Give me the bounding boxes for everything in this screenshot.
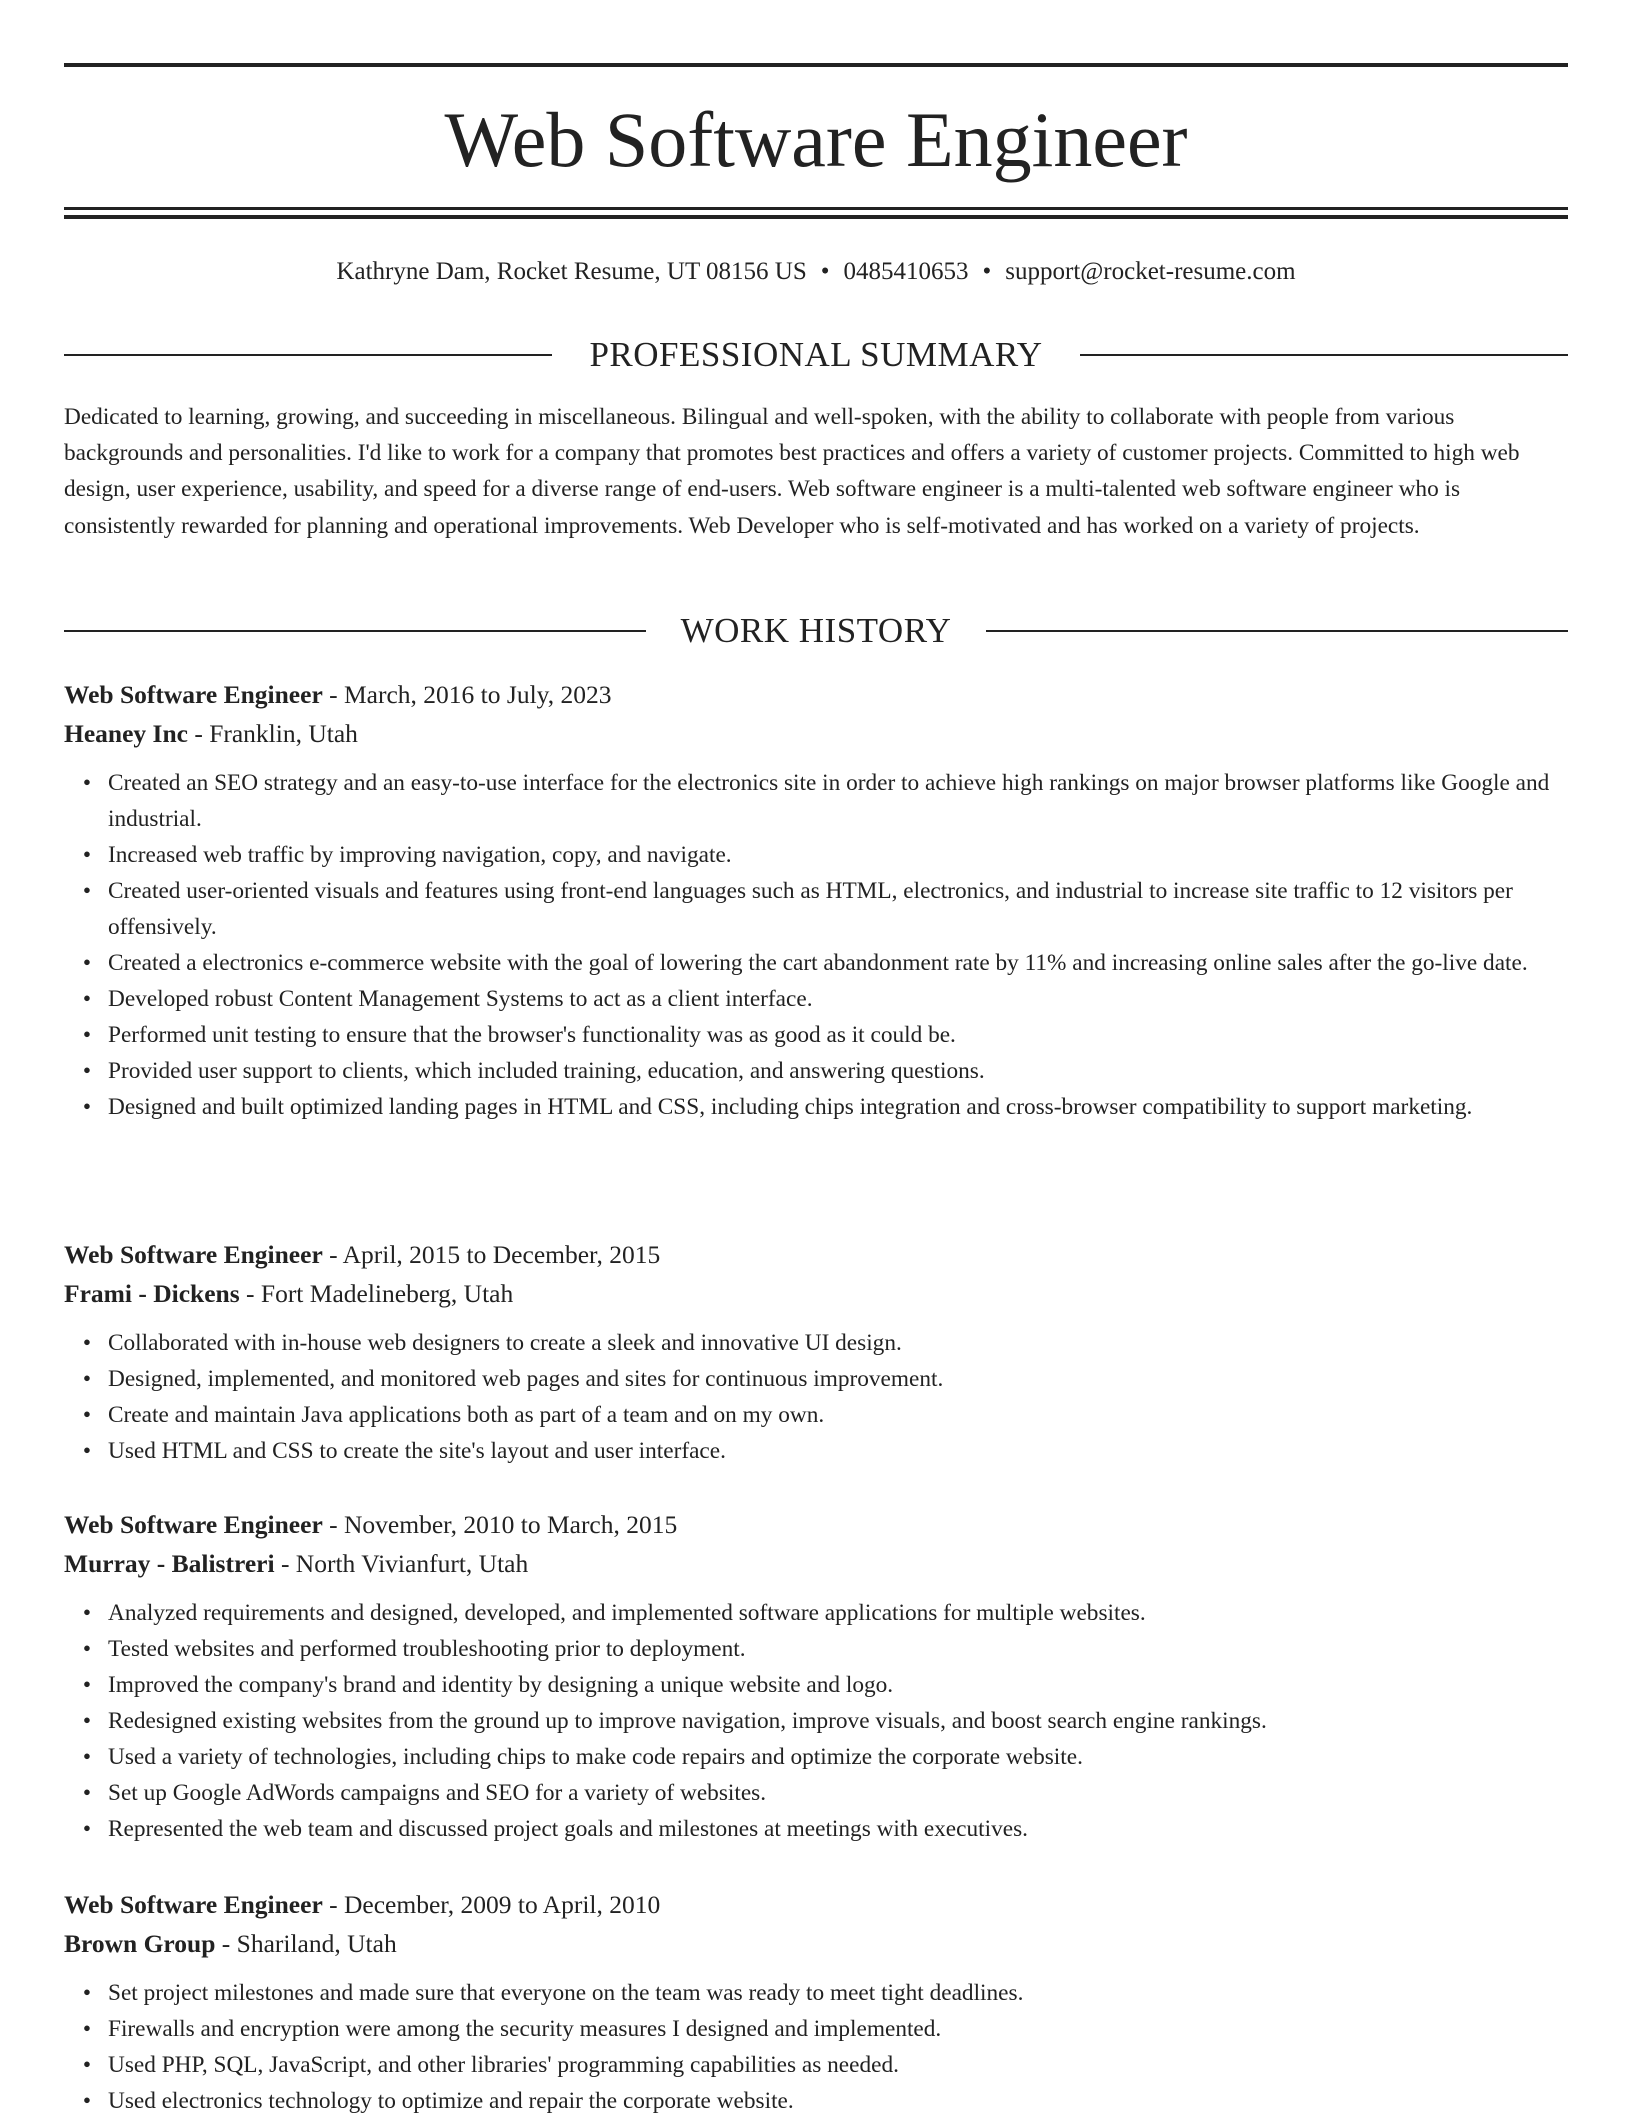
section-heading-summary (64, 332, 1568, 378)
job-bullet-text: Create and maintain Java applications both as part of a team and on my own. (108, 1402, 825, 1428)
job-bullet-text: Represented the web team and discussed project goals and milestones at meetings with executives. (108, 1816, 1028, 1842)
bullet-dot-icon: • (82, 986, 92, 1012)
job-bullet-text: Created a electronics e-commerce website with the goal of lowering the cart abandonment rate by 11% and increasing online sales after the go-live date. (108, 950, 1528, 976)
contact-email: support@rocket-resume.com (1005, 258, 1296, 285)
job-bullet (82, 1739, 1568, 1775)
job-bullet (82, 873, 1568, 945)
bullet-dot-icon: • (82, 1438, 92, 1464)
bullet-dot-icon: • (82, 1744, 92, 1770)
job-company-line (64, 1924, 1568, 1963)
job-title: Web Software Engineer (64, 680, 323, 709)
job-bullet-text: Used HTML and CSS to create the site's layout and user interface. (108, 1438, 726, 1464)
job-entry (64, 675, 1568, 1125)
job-bullet-text: Developed robust Content Management Systems to act as a client interface. (108, 986, 813, 1012)
job-bullet-text: Tested websites and performed troubleshooting prior to deployment. (108, 1636, 746, 1662)
bullet-dot-icon: • (82, 1600, 92, 1626)
bullet-dot-icon: • (82, 1330, 92, 1356)
job-bullet-text: Increased web traffic by improving navigation, copy, and navigate. (108, 842, 732, 868)
job-bullet-list (64, 765, 1568, 1125)
job-title-line (64, 1505, 1568, 1544)
job-bullet (82, 837, 1568, 873)
work-heading: WORK HISTORY (680, 611, 952, 650)
job-bullet-text: Designed and built optimized landing pages in HTML and CSS, including chips integration and cross-browser compatibility to support marketing. (108, 1094, 1473, 1120)
job-bullet (82, 981, 1568, 1017)
job-bullet-text: Used a variety of technologies, including chips to make code repairs and optimize the corporate website. (108, 1744, 1083, 1770)
title-rule-lower (64, 215, 1568, 219)
job-bullet-text: Redesigned existing websites from the ground up to improve navigation, improve visuals, and boost search engine rankings. (108, 1708, 1267, 1734)
job-bullet (82, 1667, 1568, 1703)
job-company-line (64, 714, 1568, 753)
bullet-dot-icon: • (82, 1094, 92, 1120)
bullet-dot-icon: • (82, 878, 92, 904)
bullet-dot-icon: • (82, 950, 92, 976)
bullet-dot-icon: • (82, 2016, 92, 2042)
contact-address: Kathryne Dam, Rocket Resume, UT 08156 US (336, 258, 807, 285)
contact-separator: • (820, 258, 830, 285)
bullet-dot-icon: • (82, 2088, 92, 2114)
contact-phone: 0485410653 (843, 258, 969, 285)
bullet-dot-icon: • (82, 1022, 92, 1048)
job-bullet-text: Set project milestones and made sure that everyone on the team was ready to meet tight deadlines. (108, 1980, 1024, 2006)
job-bullet (82, 1595, 1568, 1631)
bullet-dot-icon: • (82, 1780, 92, 1806)
job-entry (64, 1885, 1568, 2119)
job-dates: - November, 2010 to March, 2015 (322, 1510, 678, 1539)
bullet-dot-icon: • (82, 1980, 92, 2006)
job-bullet-text: Improved the company's brand and identity by designing a unique website and logo. (108, 1672, 894, 1698)
contact-line (64, 252, 1568, 292)
job-bullet (82, 1397, 1568, 1433)
title-rule-upper (64, 207, 1568, 210)
job-bullet (82, 2083, 1568, 2119)
bullet-dot-icon: • (82, 1816, 92, 1842)
job-bullet-text: Used electronics technology to optimize and repair the corporate website. (108, 2088, 794, 2114)
bullet-dot-icon: • (82, 1058, 92, 1084)
job-title: Web Software Engineer (64, 1240, 323, 1269)
job-title: Web Software Engineer (64, 1890, 323, 1919)
job-dates: - December, 2009 to April, 2010 (322, 1890, 661, 1919)
summary-text: Dedicated to learning, growing, and succeeding in miscellaneous. Bilingual and well-spoken, with the ability to collaborate with people from various backgrounds and personalities. I'd like to work for a company that promotes best practices and offers a variety of customer projects. Committed to high web design, user experience, usability, and speed for a diverse range of end-users. Web software engineer is a multi-talented web software engineer who is consistently rewarded for planning and operational improvements. Web Developer who is self-motivated and has worked on a variety of projects. (64, 404, 1520, 539)
job-bullet (82, 1361, 1568, 1397)
job-bullet (82, 1433, 1568, 1469)
summary-heading: PROFESSIONAL SUMMARY (589, 335, 1043, 374)
job-bullet-text: Designed, implemented, and monitored web pages and sites for continuous improvement. (108, 1366, 944, 1392)
job-bullet-text: Created user-oriented visuals and features using front-end languages such as HTML, electronics, and industrial to increase site traffic to 12 visitors per offensively. (108, 878, 1513, 940)
job-entry (64, 1235, 1568, 1469)
job-bullet (82, 1811, 1568, 1847)
job-bullet-text: Analyzed requirements and designed, developed, and implemented software applications for multiple websites. (108, 1600, 1146, 1626)
bullet-dot-icon: • (82, 1708, 92, 1734)
job-bullet-text: Set up Google AdWords campaigns and SEO for a variety of websites. (108, 1780, 767, 1806)
bullet-dot-icon: • (82, 1366, 92, 1392)
job-bullet (82, 945, 1568, 981)
job-bullet-text: Used PHP, SQL, JavaScript, and other libraries' programming capabilities as needed. (108, 2052, 899, 2078)
job-bullet (82, 1325, 1568, 1361)
professional-summary (64, 399, 1568, 544)
job-dates: - March, 2016 to July, 2023 (322, 680, 612, 709)
bullet-dot-icon: • (82, 1672, 92, 1698)
job-bullet (82, 1017, 1568, 1053)
job-title-line (64, 1885, 1568, 1924)
job-bullet-list (64, 1595, 1568, 1847)
job-company: Heaney Inc (64, 719, 188, 748)
job-location: - Shariland, Utah (215, 1929, 397, 1958)
job-bullet (82, 1703, 1568, 1739)
section-heading-work (64, 608, 1568, 654)
job-bullet (82, 1975, 1568, 2011)
job-bullet (82, 2047, 1568, 2083)
job-bullet-list (64, 1975, 1568, 2119)
job-bullet (82, 765, 1568, 837)
job-company-line (64, 1274, 1568, 1313)
job-bullet-text: Provided user support to clients, which included training, education, and answering questions. (108, 1058, 985, 1084)
bullet-dot-icon: • (82, 842, 92, 868)
job-location: - Fort Madelineberg, Utah (239, 1279, 514, 1308)
job-title: Web Software Engineer (64, 1510, 323, 1539)
job-dates: - April, 2015 to December, 2015 (322, 1240, 661, 1269)
job-company: Murray - Balistreri (64, 1549, 275, 1578)
job-bullet (82, 1089, 1568, 1125)
job-bullet-text: Collaborated with in-house web designers to create a sleek and innovative UI design. (108, 1330, 902, 1356)
job-bullet-text: Firewalls and encryption were among the security measures I designed and implemented. (108, 2016, 942, 2042)
job-location: - North Vivianfurt, Utah (274, 1549, 529, 1578)
job-bullet (82, 2011, 1568, 2047)
resume-title: Web Software Engineer (444, 96, 1188, 183)
bullet-dot-icon: • (82, 770, 92, 796)
bullet-dot-icon: • (82, 2052, 92, 2078)
job-location: - Franklin, Utah (187, 719, 358, 748)
job-company: Frami - Dickens (64, 1279, 240, 1308)
bullet-dot-icon: • (82, 1636, 92, 1662)
job-company-line (64, 1544, 1568, 1583)
top-rule (64, 63, 1568, 67)
job-title-line (64, 1235, 1568, 1274)
job-bullet-list (64, 1325, 1568, 1469)
job-entry (64, 1505, 1568, 1847)
job-bullet-text: Performed unit testing to ensure that the browser's functionality was as good as it could be. (108, 1022, 956, 1048)
contact-separator: • (982, 258, 992, 285)
job-bullet (82, 1631, 1568, 1667)
job-bullet (82, 1053, 1568, 1089)
job-bullet-text: Created an SEO strategy and an easy-to-use interface for the electronics site in order to achieve high rankings on major browser platforms like Google and industrial. (108, 770, 1550, 832)
job-bullet (82, 1775, 1568, 1811)
job-company: Brown Group (64, 1929, 216, 1958)
bullet-dot-icon: • (82, 1402, 92, 1428)
job-title-line (64, 675, 1568, 714)
